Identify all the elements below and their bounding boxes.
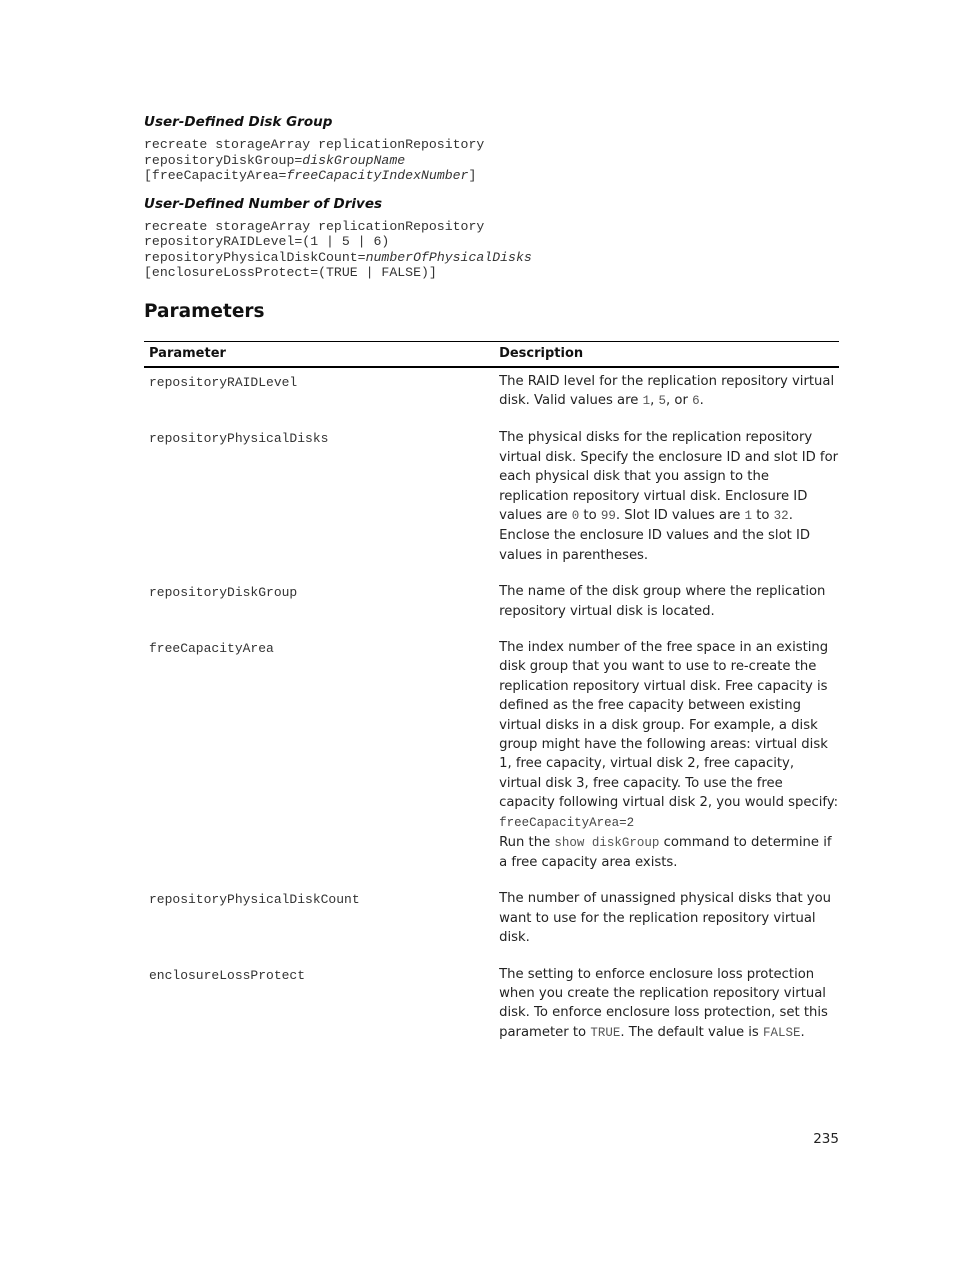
description-text: , or bbox=[666, 392, 693, 408]
inline-code: 0 bbox=[571, 508, 580, 523]
parameter-name: repositoryPhysicalDisks bbox=[149, 431, 329, 447]
description-text: command to determine if a free capacity area exists. bbox=[499, 834, 832, 871]
inline-code: 99 bbox=[600, 508, 616, 523]
description-text: The physical disks for the replication repository virtual disk. Specify the enclosure ID and slot ID for each physical disk that you assign to the replication repository virtual disk. Enclosure ID values are bbox=[499, 430, 839, 523]
code-block-number-of-drives bbox=[144, 219, 839, 281]
code-line: repositoryPhysicalDiskCount= bbox=[144, 249, 366, 265]
table-row bbox=[144, 634, 839, 885]
page-content bbox=[144, 114, 839, 1056]
code-line: recreate storageArray replicationRepository bbox=[144, 137, 485, 152]
parameter-name: repositoryPhysicalDiskCount bbox=[149, 892, 360, 908]
table-row bbox=[144, 885, 839, 960]
column-header-parameter: Parameter bbox=[144, 341, 491, 367]
parameter-description bbox=[491, 961, 839, 1057]
inline-code: 32 bbox=[773, 508, 789, 523]
description-text: . Enclose the enclosure ID values and the slot ID values in parentheses. bbox=[499, 507, 811, 563]
description-text: The setting to enforce enclosure loss protection when you create the replication repository virtual disk. To enforce enclosure loss protection, set this parameter to bbox=[499, 966, 828, 1040]
inline-code: 1 bbox=[744, 508, 753, 523]
subheading-user-defined-number-of-drives: User-Defined Number of Drives bbox=[144, 195, 383, 212]
code-line: recreate storageArray replicationRepository bbox=[144, 218, 485, 234]
table-row bbox=[144, 367, 839, 425]
parameter-description bbox=[491, 578, 839, 634]
parameter-name: repositoryDiskGroup bbox=[149, 585, 298, 601]
description-text: The number of unassigned physical disks that you want to use for the replication repository virtual disk. bbox=[499, 891, 832, 946]
description-text: . The default value is bbox=[620, 1024, 763, 1040]
parameter-description bbox=[491, 885, 839, 960]
table-row bbox=[144, 961, 839, 1057]
inline-code: 6 bbox=[692, 393, 700, 408]
inline-code: FALSE bbox=[762, 1025, 801, 1040]
code-variable: numberOfPhysicalDisks bbox=[365, 249, 532, 265]
description-text: . bbox=[699, 392, 704, 408]
table-row bbox=[144, 424, 839, 578]
parameter-name: enclosureLossProtect bbox=[149, 967, 306, 983]
description-text: The name of the disk group where the replication repository virtual disk is located. bbox=[499, 584, 826, 619]
description-text: . Slot ID values are bbox=[615, 507, 745, 523]
parameters-table bbox=[144, 341, 839, 1057]
description-text: The RAID level for the replication repository virtual disk. Valid values are bbox=[499, 373, 835, 408]
parameter-description bbox=[491, 424, 839, 578]
column-header-description: Description bbox=[491, 341, 839, 367]
inline-code: 5 bbox=[658, 393, 666, 408]
code-block-disk-group bbox=[144, 137, 839, 184]
description-text: . bbox=[800, 1024, 805, 1040]
page-number: 235 bbox=[813, 1131, 839, 1147]
code-variable: freeCapacityIndexNumber bbox=[286, 168, 469, 183]
description-text: The index number of the free space in an existing disk group that you want to use to re-create the replication repository virtual disk. Free capacity is defined as the free capacity between existing virtual disks in a disk group. For example, a disk group might have the following areas: virtual disk 1, free capacity, virtual disk 2, free capacity, virtual disk 3, free capacity. To use the free capacity following virtual disk 2, you would specify: bbox=[499, 639, 839, 811]
description-text: , bbox=[650, 392, 659, 408]
code-line: ] bbox=[468, 168, 477, 183]
inline-code: 1 bbox=[642, 393, 651, 408]
subheading-user-defined-disk-group: User-Defined Disk Group bbox=[144, 114, 333, 130]
parameter-name: repositoryRAIDLevel bbox=[149, 374, 298, 390]
example-code: freeCapacityArea=2 bbox=[499, 815, 635, 830]
code-line: repositoryDiskGroup= bbox=[144, 152, 303, 168]
table-row bbox=[144, 578, 839, 634]
code-line: [enclosureLossProtect=(TRUE | FALSE)] bbox=[144, 265, 437, 280]
code-variable: diskGroupName bbox=[302, 152, 406, 168]
description-text: Run the bbox=[499, 834, 555, 850]
parameter-name: freeCapacityArea bbox=[149, 640, 274, 656]
table-header-row bbox=[144, 341, 839, 367]
section-title-parameters: Parameters bbox=[144, 300, 265, 322]
parameter-description bbox=[491, 367, 839, 425]
description-text: to bbox=[579, 507, 601, 523]
inline-code: TRUE bbox=[590, 1025, 621, 1040]
description-text: to bbox=[752, 507, 774, 523]
parameter-description bbox=[491, 634, 839, 885]
code-line: [freeCapacityArea= bbox=[144, 168, 287, 183]
inline-code: show diskGroup bbox=[554, 835, 660, 850]
code-line: repositoryRAIDLevel=(1 | 5 | 6) bbox=[144, 234, 390, 249]
